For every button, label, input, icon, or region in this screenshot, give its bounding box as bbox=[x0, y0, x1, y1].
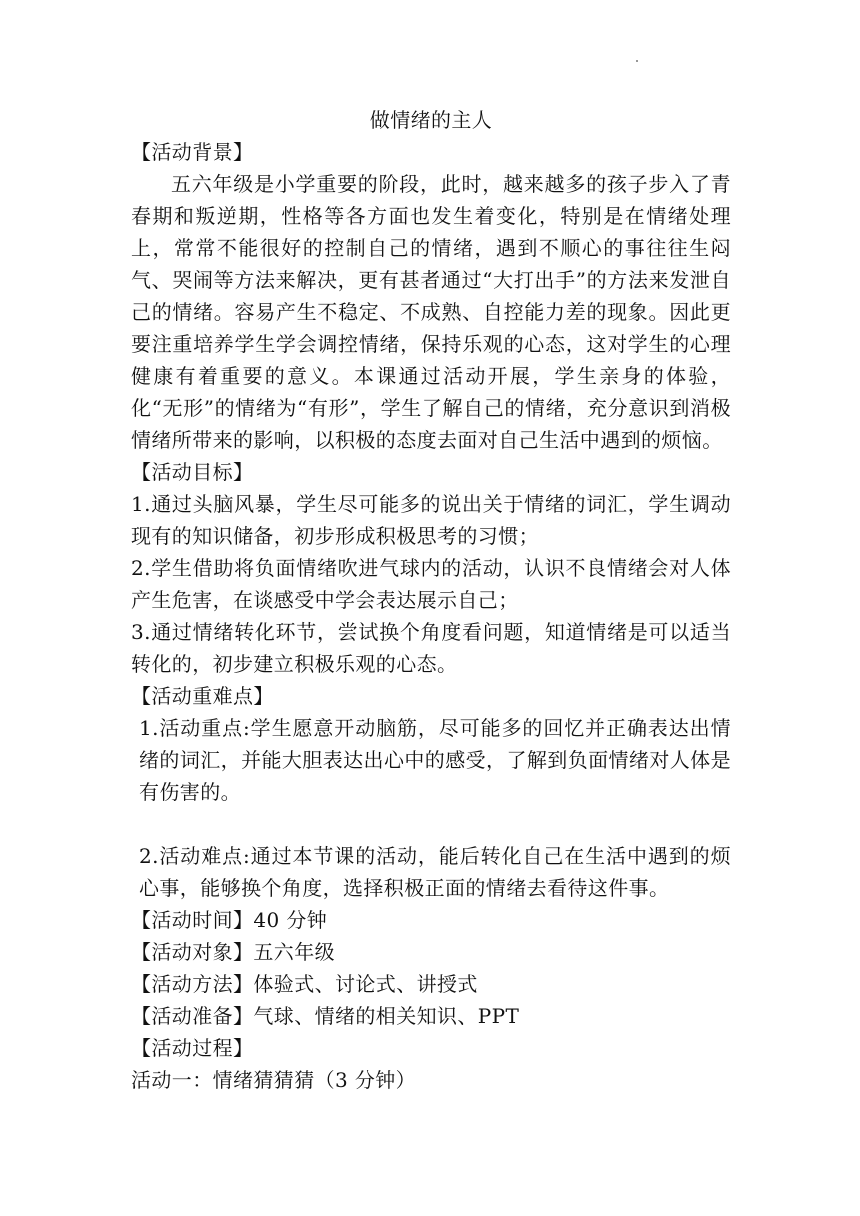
section-heading-process: 【活动过程】 bbox=[131, 1036, 254, 1060]
section-heading-background: 【活动背景】 bbox=[131, 140, 254, 164]
section-heading-goals: 【活动目标】 bbox=[131, 460, 254, 484]
blank-line bbox=[131, 808, 731, 840]
activity-method: 【活动方法】体验式、讨论式、讲授式 bbox=[131, 972, 478, 996]
goal-item-3: 3.通过情绪转化环节，尝试换个角度看问题，知道情绪是可以适当转化的，初步建立积极乐观的心态。 bbox=[131, 620, 731, 676]
background-paragraph: 五六年级是小学重要的阶段，此时，越来越多的孩子步入了青春期和叛逆期，性格等各方面也发生着变化，特别是在情绪处理上，常常不能很好的控制自己的情绪，遇到不顺心的事往往生闷气、哭闹等方法来解决，更有甚者通过“大打出手”的方法来发泄自己的情绪。容易产生不稳定、不成熟、自控能力差的现象。因此更要注重培养学生学会调控情绪，保持乐观的心态，这对学生的心理健康有着重要的意义。本课通过活动开展，学生亲身的体验，化“无形”的情绪为“有形”，学生了解自己的情绪，充分意识到消极情绪所带来的影响，以积极的态度去面对自己生活中遇到的烦恼。 bbox=[131, 172, 731, 452]
key-point-1: 1.活动重点:学生愿意开动脑筋，尽可能多的回忆并正确表达出情绪的词汇，并能大胆表达出心中的感受，了解到负面情绪对人体是有伤害的。 bbox=[139, 716, 731, 804]
activity-target: 【活动对象】五六年级 bbox=[131, 940, 335, 964]
activity-one-heading: 活动一：情绪猜猜猜（3 分钟） bbox=[131, 1068, 417, 1092]
page-mark bbox=[636, 60, 638, 62]
goal-item-1: 1.通过头脑风暴，学生尽可能多的说出关于情绪的词汇，学生调动现有的知识储备，初步形成积极思考的习惯； bbox=[131, 492, 731, 548]
key-point-2: 2.活动难点:通过本节课的活动，能后转化自己在生活中遇到的烦心事，能够换个角度，选择积极正面的情绪去看待这件事。 bbox=[139, 844, 731, 900]
document-title: 做情绪的主人 bbox=[369, 108, 493, 132]
document-body bbox=[131, 104, 731, 1096]
activity-time: 【活动时间】40 分钟 bbox=[131, 908, 328, 932]
section-heading-key-points: 【活动重难点】 bbox=[131, 684, 274, 708]
goal-item-2: 2.学生借助将负面情绪吹进气球内的活动，认识不良情绪会对人体产生危害，在谈感受中学会表达展示自己； bbox=[131, 556, 731, 612]
activity-preparation: 【活动准备】气球、情绪的相关知识、PPT bbox=[131, 1004, 520, 1028]
